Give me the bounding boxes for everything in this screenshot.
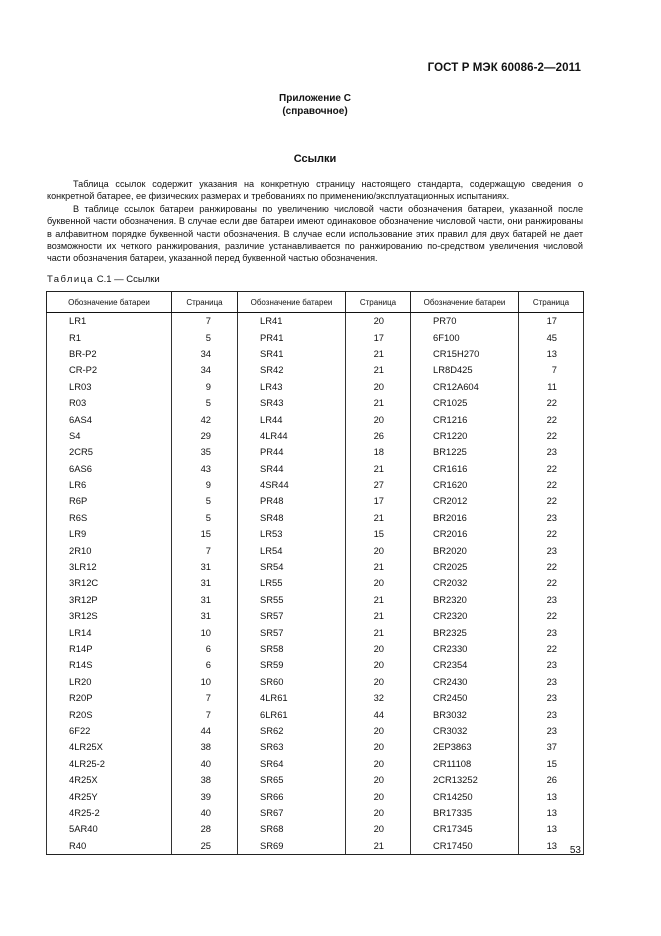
battery-designation: CR1220 bbox=[411, 428, 519, 444]
page-ref: 21 bbox=[346, 608, 411, 624]
battery-designation: SR44 bbox=[238, 461, 346, 477]
page-ref: 22 bbox=[519, 575, 584, 591]
table-caption-rest: С.1 — Ссылки bbox=[94, 274, 160, 285]
battery-designation: 6LR61 bbox=[238, 706, 346, 722]
page-ref: 38 bbox=[172, 772, 238, 788]
battery-designation: CR11108 bbox=[411, 756, 519, 772]
page-ref: 23 bbox=[519, 706, 584, 722]
battery-designation: PR41 bbox=[238, 329, 346, 345]
page-ref: 20 bbox=[346, 641, 411, 657]
page-ref: 15 bbox=[172, 526, 238, 542]
page-ref: 20 bbox=[346, 805, 411, 821]
section-title: Ссылки bbox=[293, 153, 337, 165]
battery-designation: CR2012 bbox=[411, 493, 519, 509]
battery-designation: LR54 bbox=[238, 542, 346, 558]
battery-designation: CR2354 bbox=[411, 657, 519, 673]
battery-designation: 2CR13252 bbox=[411, 772, 519, 788]
battery-designation: CR2032 bbox=[411, 575, 519, 591]
table-row bbox=[47, 805, 584, 821]
page-ref: 17 bbox=[519, 313, 584, 330]
page-ref: 20 bbox=[346, 772, 411, 788]
battery-designation: 4LR61 bbox=[238, 690, 346, 706]
battery-designation: PR44 bbox=[238, 444, 346, 460]
appendix-subtitle: (справочное) bbox=[282, 106, 348, 117]
battery-designation: BR2020 bbox=[411, 542, 519, 558]
battery-designation: CR14250 bbox=[411, 788, 519, 804]
page-ref: 5 bbox=[172, 493, 238, 509]
page-ref: 20 bbox=[346, 821, 411, 837]
table-caption-prefix: Таблица bbox=[47, 274, 95, 285]
battery-designation: CR2330 bbox=[411, 641, 519, 657]
battery-designation: R14P bbox=[47, 641, 172, 657]
battery-designation: CR-P2 bbox=[47, 362, 172, 378]
reference-table bbox=[46, 291, 584, 855]
table-row bbox=[47, 772, 584, 788]
page-ref: 20 bbox=[346, 739, 411, 755]
intro-paragraph-1: Таблица ссылок содержит указания на конкретную страницу настоящего стандарта, содержащую сведения о конкретной батарее, ее физических размерах и требованиях по применению/эксплуатационных испытаниях. bbox=[47, 179, 583, 202]
battery-designation: CR1216 bbox=[411, 411, 519, 427]
page-ref: 44 bbox=[172, 723, 238, 739]
page-ref: 45 bbox=[519, 329, 584, 345]
intro-text bbox=[47, 178, 583, 265]
table-row bbox=[47, 739, 584, 755]
battery-designation: SR62 bbox=[238, 723, 346, 739]
battery-designation: 3R12P bbox=[47, 592, 172, 608]
page-ref: 26 bbox=[346, 428, 411, 444]
header-page-3: Страница bbox=[519, 292, 584, 313]
page-ref: 40 bbox=[172, 805, 238, 821]
battery-designation: SR57 bbox=[238, 624, 346, 640]
table-row bbox=[47, 493, 584, 509]
table-row bbox=[47, 379, 584, 395]
battery-designation: 2EP3863 bbox=[411, 739, 519, 755]
page-ref: 23 bbox=[519, 444, 584, 460]
table-row bbox=[47, 411, 584, 427]
page-ref: 9 bbox=[172, 477, 238, 493]
page-ref: 43 bbox=[172, 461, 238, 477]
battery-designation: SR41 bbox=[238, 346, 346, 362]
page-ref: 31 bbox=[172, 608, 238, 624]
battery-designation: LR03 bbox=[47, 379, 172, 395]
page-ref: 21 bbox=[346, 510, 411, 526]
battery-designation: R20P bbox=[47, 690, 172, 706]
battery-designation: S4 bbox=[47, 428, 172, 444]
battery-designation: R40 bbox=[47, 838, 172, 855]
battery-designation: BR1225 bbox=[411, 444, 519, 460]
battery-designation: CR2016 bbox=[411, 526, 519, 542]
battery-designation: SR43 bbox=[238, 395, 346, 411]
table-row bbox=[47, 641, 584, 657]
battery-designation: SR57 bbox=[238, 608, 346, 624]
page-ref: 10 bbox=[172, 674, 238, 690]
page-ref: 20 bbox=[346, 723, 411, 739]
battery-designation: 4LR25X bbox=[47, 739, 172, 755]
battery-designation: R6S bbox=[47, 510, 172, 526]
page-ref: 5 bbox=[172, 329, 238, 345]
battery-designation: SR64 bbox=[238, 756, 346, 772]
page-ref: 21 bbox=[346, 559, 411, 575]
battery-designation: 4R25-2 bbox=[47, 805, 172, 821]
battery-designation: PR48 bbox=[238, 493, 346, 509]
table-row bbox=[47, 428, 584, 444]
page-ref: 20 bbox=[346, 674, 411, 690]
battery-designation: 4R25Y bbox=[47, 788, 172, 804]
page-ref: 23 bbox=[519, 542, 584, 558]
battery-designation: CR2320 bbox=[411, 608, 519, 624]
page-ref: 20 bbox=[346, 411, 411, 427]
table-row bbox=[47, 592, 584, 608]
table-row bbox=[47, 510, 584, 526]
battery-designation: SR60 bbox=[238, 674, 346, 690]
battery-designation: SR54 bbox=[238, 559, 346, 575]
page-ref: 21 bbox=[346, 461, 411, 477]
appendix-title: Приложение С bbox=[279, 93, 351, 104]
page-ref: 21 bbox=[346, 838, 411, 855]
page-ref: 10 bbox=[172, 624, 238, 640]
page-number: 53 bbox=[569, 845, 581, 856]
header-designation-3: Обозначение батареи bbox=[411, 292, 519, 313]
page-ref: 35 bbox=[172, 444, 238, 460]
battery-designation: BR-P2 bbox=[47, 346, 172, 362]
page-ref: 15 bbox=[519, 756, 584, 772]
battery-designation: 5AR40 bbox=[47, 821, 172, 837]
header-page-1: Страница bbox=[172, 292, 238, 313]
page-ref: 28 bbox=[172, 821, 238, 837]
page-ref: 6 bbox=[172, 657, 238, 673]
battery-designation: CR1620 bbox=[411, 477, 519, 493]
page-ref: 37 bbox=[519, 739, 584, 755]
page-ref: 39 bbox=[172, 788, 238, 804]
table-row bbox=[47, 395, 584, 411]
table-row bbox=[47, 706, 584, 722]
page-ref: 20 bbox=[346, 788, 411, 804]
page-ref: 5 bbox=[172, 395, 238, 411]
battery-designation: CR17345 bbox=[411, 821, 519, 837]
battery-designation: CR2450 bbox=[411, 690, 519, 706]
standard-designation: ГОСТ Р МЭК 60086-2—2011 bbox=[427, 62, 581, 74]
battery-designation: PR70 bbox=[411, 313, 519, 330]
page-ref: 31 bbox=[172, 559, 238, 575]
battery-designation: CR3032 bbox=[411, 723, 519, 739]
table-row bbox=[47, 624, 584, 640]
page-ref: 22 bbox=[519, 559, 584, 575]
battery-designation: BR17335 bbox=[411, 805, 519, 821]
table-row bbox=[47, 444, 584, 460]
battery-designation: R14S bbox=[47, 657, 172, 673]
table-row bbox=[47, 756, 584, 772]
page-ref: 22 bbox=[519, 526, 584, 542]
battery-designation: 4LR25-2 bbox=[47, 756, 172, 772]
page-ref: 7 bbox=[172, 542, 238, 558]
page-ref: 13 bbox=[519, 788, 584, 804]
battery-designation: LR8D425 bbox=[411, 362, 519, 378]
page-ref: 7 bbox=[519, 362, 584, 378]
table-row bbox=[47, 674, 584, 690]
battery-designation: 3R12C bbox=[47, 575, 172, 591]
battery-designation: LR6 bbox=[47, 477, 172, 493]
page-ref: 38 bbox=[172, 739, 238, 755]
page-ref: 22 bbox=[519, 411, 584, 427]
table-row bbox=[47, 329, 584, 345]
battery-designation: LR14 bbox=[47, 624, 172, 640]
page-ref: 13 bbox=[519, 346, 584, 362]
page-ref: 21 bbox=[346, 362, 411, 378]
battery-designation: SR69 bbox=[238, 838, 346, 855]
page-ref: 25 bbox=[172, 838, 238, 855]
page-ref: 20 bbox=[346, 542, 411, 558]
battery-designation: 4LR44 bbox=[238, 428, 346, 444]
battery-designation: LR1 bbox=[47, 313, 172, 330]
page-ref: 22 bbox=[519, 477, 584, 493]
page-ref: 13 bbox=[519, 821, 584, 837]
appendix-heading bbox=[0, 92, 630, 118]
page-ref: 21 bbox=[346, 346, 411, 362]
page-ref: 21 bbox=[346, 592, 411, 608]
battery-designation: 6AS4 bbox=[47, 411, 172, 427]
battery-designation: 3R12S bbox=[47, 608, 172, 624]
battery-designation: SR65 bbox=[238, 772, 346, 788]
table-row bbox=[47, 788, 584, 804]
battery-designation: CR2025 bbox=[411, 559, 519, 575]
page-ref: 20 bbox=[346, 575, 411, 591]
battery-designation: SR55 bbox=[238, 592, 346, 608]
page-ref: 27 bbox=[346, 477, 411, 493]
page-ref: 29 bbox=[172, 428, 238, 444]
page-ref: 5 bbox=[172, 510, 238, 526]
battery-designation: LR43 bbox=[238, 379, 346, 395]
table-row bbox=[47, 346, 584, 362]
battery-designation: R20S bbox=[47, 706, 172, 722]
battery-designation: CR1616 bbox=[411, 461, 519, 477]
page-ref: 23 bbox=[519, 657, 584, 673]
page-ref: 23 bbox=[519, 674, 584, 690]
battery-designation: BR2320 bbox=[411, 592, 519, 608]
page-ref: 20 bbox=[346, 756, 411, 772]
page-ref: 23 bbox=[519, 723, 584, 739]
intro-paragraph-2: В таблице ссылок батареи ранжированы по увеличению числовой части обозначения батареи, указанной после буквенной части обозначения. В случае если две батареи имеют одинаковое обозначение числовой части, они ранжированы в алфавитном порядке буквенной части обозначения. В случае если использование этих правил для двух батарей не дает возможности их четкого ранжирования, различие устанавливается по ранжированию по-средством увеличения числовой части обозначения батареи, указанной перед буквенной частью обозначения. bbox=[47, 203, 583, 264]
page-ref: 13 bbox=[519, 805, 584, 821]
page-ref: 23 bbox=[519, 592, 584, 608]
table-row bbox=[47, 313, 584, 330]
battery-designation: LR53 bbox=[238, 526, 346, 542]
battery-designation: 3LR12 bbox=[47, 559, 172, 575]
table-row bbox=[47, 477, 584, 493]
table-header-row bbox=[47, 292, 584, 313]
page-ref: 22 bbox=[519, 641, 584, 657]
table-row bbox=[47, 608, 584, 624]
page-ref: 34 bbox=[172, 362, 238, 378]
page-ref: 13 bbox=[519, 838, 584, 855]
page-ref: 17 bbox=[346, 329, 411, 345]
page-ref: 20 bbox=[346, 313, 411, 330]
page-ref: 7 bbox=[172, 313, 238, 330]
battery-designation: 2R10 bbox=[47, 542, 172, 558]
page-ref: 22 bbox=[519, 428, 584, 444]
battery-designation: R6P bbox=[47, 493, 172, 509]
battery-designation: 4R25X bbox=[47, 772, 172, 788]
page-ref: 22 bbox=[519, 395, 584, 411]
battery-designation: BR2016 bbox=[411, 510, 519, 526]
battery-designation: CR12A604 bbox=[411, 379, 519, 395]
table-row bbox=[47, 559, 584, 575]
battery-designation: LR41 bbox=[238, 313, 346, 330]
table-row bbox=[47, 461, 584, 477]
page-ref: 40 bbox=[172, 756, 238, 772]
battery-designation: CR15H270 bbox=[411, 346, 519, 362]
page-ref: 15 bbox=[346, 526, 411, 542]
page-ref: 21 bbox=[346, 395, 411, 411]
battery-designation: R03 bbox=[47, 395, 172, 411]
page-ref: 31 bbox=[172, 575, 238, 591]
page-ref: 21 bbox=[346, 624, 411, 640]
table-row bbox=[47, 838, 584, 855]
battery-designation: BR2325 bbox=[411, 624, 519, 640]
table-row bbox=[47, 542, 584, 558]
battery-designation: SR63 bbox=[238, 739, 346, 755]
page-ref: 23 bbox=[519, 690, 584, 706]
page-ref: 26 bbox=[519, 772, 584, 788]
table-row bbox=[47, 821, 584, 837]
page-ref: 22 bbox=[519, 608, 584, 624]
battery-designation: 6F22 bbox=[47, 723, 172, 739]
page-ref: 23 bbox=[519, 624, 584, 640]
table-row bbox=[47, 362, 584, 378]
page-ref: 17 bbox=[346, 493, 411, 509]
page-ref: 22 bbox=[519, 493, 584, 509]
page-ref: 32 bbox=[346, 690, 411, 706]
table-caption bbox=[47, 274, 160, 285]
battery-designation: 4SR44 bbox=[238, 477, 346, 493]
header-page-2: Страница bbox=[346, 292, 411, 313]
table-row bbox=[47, 690, 584, 706]
page-ref: 18 bbox=[346, 444, 411, 460]
page-ref: 11 bbox=[519, 379, 584, 395]
page-ref: 20 bbox=[346, 379, 411, 395]
battery-designation: BR3032 bbox=[411, 706, 519, 722]
page-ref: 7 bbox=[172, 706, 238, 722]
battery-designation: LR20 bbox=[47, 674, 172, 690]
page-ref: 44 bbox=[346, 706, 411, 722]
table-row bbox=[47, 575, 584, 591]
page-ref: 23 bbox=[519, 510, 584, 526]
page-ref: 9 bbox=[172, 379, 238, 395]
battery-designation: CR2430 bbox=[411, 674, 519, 690]
page-ref: 7 bbox=[172, 690, 238, 706]
page-ref: 20 bbox=[346, 657, 411, 673]
battery-designation: 6AS6 bbox=[47, 461, 172, 477]
battery-designation: 2CR5 bbox=[47, 444, 172, 460]
table-row bbox=[47, 723, 584, 739]
page-ref: 42 bbox=[172, 411, 238, 427]
battery-designation: R1 bbox=[47, 329, 172, 345]
header-designation-1: Обозначение батареи bbox=[47, 292, 172, 313]
page-ref: 31 bbox=[172, 592, 238, 608]
table-row bbox=[47, 657, 584, 673]
battery-designation: SR59 bbox=[238, 657, 346, 673]
battery-designation: SR67 bbox=[238, 805, 346, 821]
page-ref: 6 bbox=[172, 641, 238, 657]
battery-designation: LR9 bbox=[47, 526, 172, 542]
battery-designation: LR44 bbox=[238, 411, 346, 427]
battery-designation: SR68 bbox=[238, 821, 346, 837]
battery-designation: SR66 bbox=[238, 788, 346, 804]
battery-designation: CR1025 bbox=[411, 395, 519, 411]
battery-designation: 6F100 bbox=[411, 329, 519, 345]
battery-designation: LR55 bbox=[238, 575, 346, 591]
page-ref: 22 bbox=[519, 461, 584, 477]
header-designation-2: Обозначение батареи bbox=[238, 292, 346, 313]
battery-designation: SR42 bbox=[238, 362, 346, 378]
table-row bbox=[47, 526, 584, 542]
battery-designation: SR58 bbox=[238, 641, 346, 657]
battery-designation: SR48 bbox=[238, 510, 346, 526]
battery-designation: CR17450 bbox=[411, 838, 519, 855]
page-ref: 34 bbox=[172, 346, 238, 362]
